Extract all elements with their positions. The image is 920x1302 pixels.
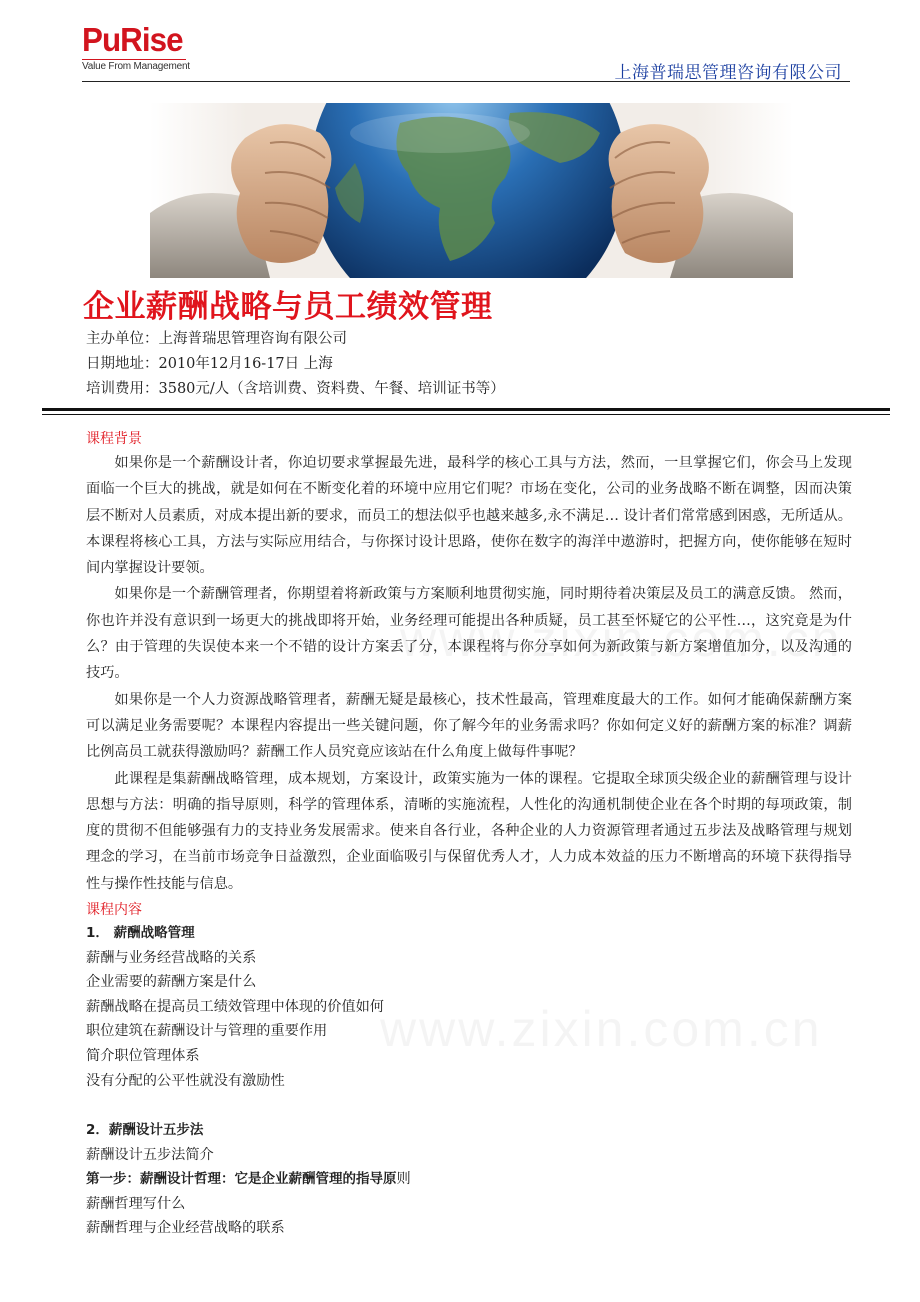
course-meta bbox=[86, 327, 505, 402]
list-item: 薪酬与业务经营战略的关系 bbox=[86, 949, 257, 966]
thin-divider bbox=[42, 414, 890, 415]
list-item: 简介职位管理体系 bbox=[86, 1047, 200, 1064]
list-item: 企业需要的薪酬方案是什么 bbox=[86, 974, 257, 991]
content-heading: 课程内容 bbox=[86, 902, 142, 918]
step1-bold: 第一步：薪酬设计哲理：它是企业薪酬管理的指导原 bbox=[86, 1171, 397, 1188]
logo-tagline: Value From Management bbox=[82, 61, 190, 72]
header-divider bbox=[82, 81, 850, 82]
date-location-line: 日期地址：2010年12月16-17日 上海 bbox=[86, 356, 333, 372]
thick-divider bbox=[42, 408, 890, 411]
list-item: 职位建筑在薪酬设计与管理的重要作用 bbox=[86, 1023, 328, 1040]
logo-wordmark: PuRise bbox=[82, 21, 183, 58]
background-paragraph: 如果你是一个人力资源战略管理者，薪酬无疑是最核心，技术性最高，管理难度最大的工作。如何才能确保薪酬方案可以满足业务需要呢？本课程内容提出一些关键问题，你了解今年的业务需求吗？你如何定义好的薪酬方案的标准？调薪比例高员工就获得激励吗？薪酬工作人员究竟应该站在什么角度上做每件事呢？ bbox=[86, 691, 852, 761]
company-name: 上海普瑞思管理咨询有限公司 bbox=[614, 63, 842, 83]
organizer-line: 主办单位：上海普瑞思管理咨询有限公司 bbox=[86, 331, 347, 347]
module2-list bbox=[86, 1118, 411, 1241]
step1-line bbox=[86, 1167, 411, 1192]
background-body bbox=[86, 450, 852, 897]
list-item: 薪酬设计五步法简介 bbox=[86, 1146, 214, 1163]
watermark bbox=[380, 1000, 823, 1058]
background-paragraph: 此课程是集薪酬战略管理，成本规划，方案设计，政策实施为一体的课程。它提取全球顶尖级企业的薪酬管理与设计思想与方法：明确的指导原则，科学的管理体系，清晰的实施流程，人性化的沟通机制使企业在各个时期的每项政策，制度的贯彻不但能够强有力的支持业务发展需求。使来自各行业，各种企业的人力资源管理者通过五步法及战略管理与规划理念的学习，在当前市场竞争日益激烈，企业面临吸引与保留优秀人才，人力成本效益的压力不断增高的环境下获得指导性与操作性技能与信息。 bbox=[86, 770, 852, 892]
purise-logo bbox=[82, 22, 192, 72]
page-title: 企业薪酬战略与员工绩效管理 bbox=[83, 289, 493, 325]
module2-title: 2．薪酬设计五步法 bbox=[86, 1122, 204, 1138]
globe-hands-illustration bbox=[150, 103, 793, 278]
step1-tail: 则 bbox=[396, 1171, 411, 1188]
module1-list bbox=[86, 921, 384, 1093]
hero-globe-image bbox=[150, 103, 793, 278]
background-paragraph: 如果你是一个薪酬设计者，你迫切要求掌握最先进，最科学的核心工具与方法，然而，一旦掌握它们，你会马上发现面临一个巨大的挑战，就是如何在不断变化着的环境中应用它们呢？市场在变化，公司的业务战略不断在调整，因而决策层不断对人员素质，对成本提出新的要求，而员工的想法似乎也越来越多,永不满足… 设计者们常常感到困惑，无所适从。本课程将核心工具，方法与实际应用结合，与你探讨设计思路，使你在数字的海洋中遨游时，把握方向，使你能够在短时间内掌握设计要领。 bbox=[86, 455, 852, 577]
list-item: 薪酬哲理写什么 bbox=[86, 1195, 186, 1212]
list-item: 薪酬战略在提高员工绩效管理中体现的价值如何 bbox=[86, 998, 384, 1015]
module1-title: 1． 薪酬战略管理 bbox=[86, 925, 195, 941]
background-heading: 课程背景 bbox=[86, 431, 142, 447]
fee-line: 培训费用：3580元/人（含培训费、资料费、午餐、培训证书等） bbox=[86, 381, 505, 397]
list-item: 没有分配的公平性就没有激励性 bbox=[86, 1072, 285, 1089]
list-item: 薪酬哲理与企业经营战略的联系 bbox=[86, 1220, 285, 1237]
background-paragraph: 如果你是一个薪酬管理者，你期望着将新政策与方案顺利地贯彻实施，同时期待着决策层及员工的满意反馈。 然而，你也许并没有意识到一场更大的挑战即将开始，业务经理可能提出各种质疑，员工甚至怀疑它的公平性…，这究竟是为什么？由于管理的失误使本来一个不错的设计方案丢了分，本课程将与你分享如何为新政策与新方案增值加分，以及沟通的技巧。 bbox=[86, 586, 852, 682]
